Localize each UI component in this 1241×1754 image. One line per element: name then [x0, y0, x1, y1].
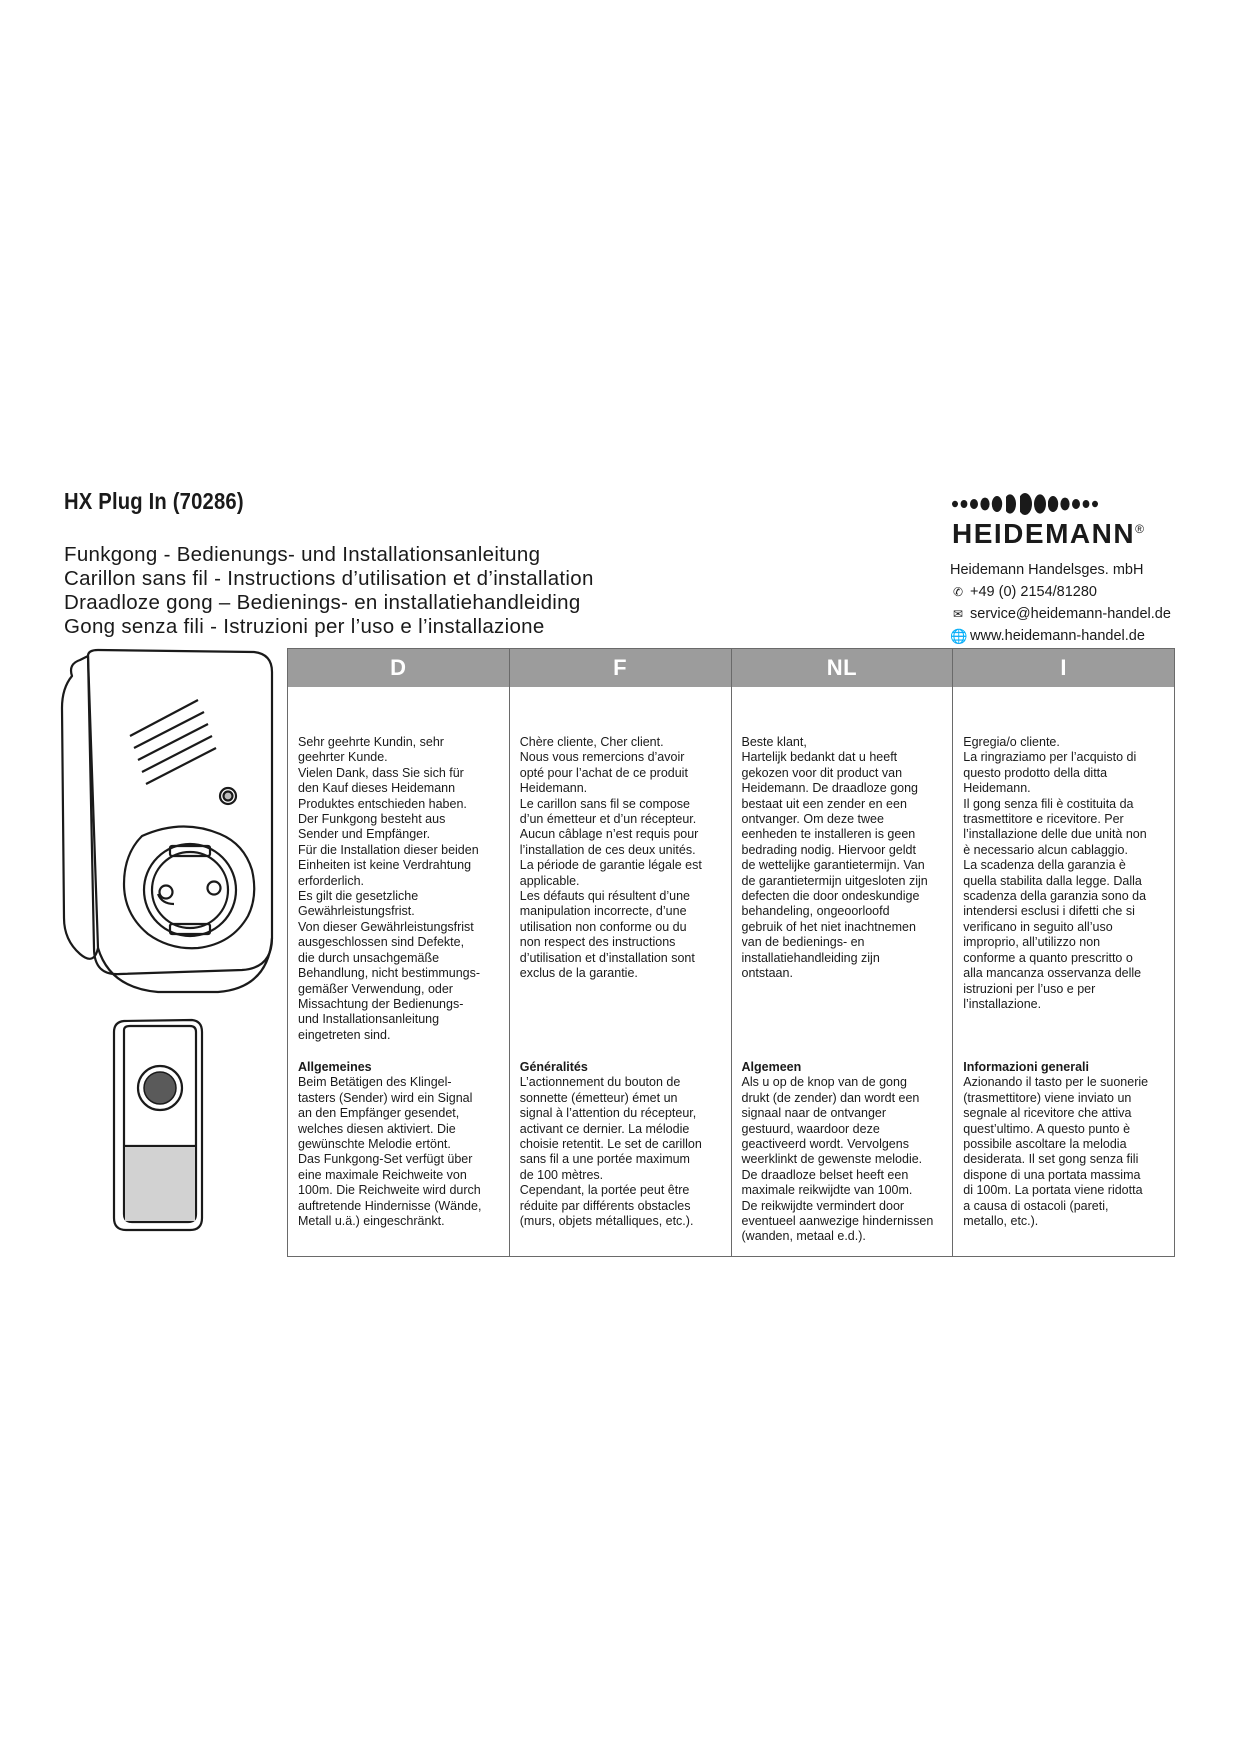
subtitle-it: Gong senza fili - Istruzioni per l’uso e l’installazione — [64, 615, 545, 638]
subtitle-list — [64, 543, 594, 639]
email-line — [950, 603, 1171, 625]
website-url[interactable]: www.heidemann-handel.de — [970, 628, 1145, 644]
company-line — [950, 559, 1171, 581]
section-title: Algemeen — [741, 1060, 802, 1074]
column-header: F — [510, 649, 731, 687]
section-text: L’actionnement du bouton de sonnette (émetteur) émet un signal à l’attention du récepteur, activant ce dernier. La mélodie choisie retentit. Le set de carillon sans fil a une portée maximum de 100 mètres. Cependant, la portée peut être réduite par différents obstacles (murs, objets métalliques, etc.). — [519, 1075, 702, 1229]
section-text: Azionando il tasto per le suonerie (trasmettitore) viene inviato un segnale al ricevitore che attiva quest’ultimo. A questo punto è possibile ascoltare la melodia desiderata. Il set gong senza fili dispone di una portata massima di 100m. La portata viene ridotta a causa di ostacoli (pareti, metallo, etc.). — [963, 1075, 1149, 1229]
company-name: Heidemann Handelsges. mbH — [950, 562, 1144, 578]
email-address[interactable]: service@heidemann-handel.de — [970, 606, 1171, 622]
intro-text: Egregia/o cliente. La ringraziamo per l’acquisto di questo prodotto della ditta Heidemann. Il gong senza fili è costituita da trasmettitore e ricevitore. Per l’installazione delle due unità non è necessario alcun cablaggio. La scadenza della garanzia è quella stabilita dalla legge. Dalla scadenza della garanzia sono da intendersi esclusi i difetti che si verificano in seguito all’uso improprio, all’utilizzo non conforme a quanto prescritto o alla mancanza osservanza delle istruzioni per l’uso e per l’installazione. — [963, 735, 1147, 1011]
phone-number: +49 (0) 2154/81280 — [970, 584, 1097, 600]
contact-info — [950, 559, 1171, 647]
web-line — [950, 625, 1171, 647]
plug-in-receiver-illustration — [58, 648, 288, 998]
column-fr — [510, 649, 732, 1256]
column-it — [953, 649, 1174, 1256]
column-body — [288, 687, 509, 1229]
globe-hand-icon: 🌐 — [950, 628, 968, 644]
subtitle-nl: Draadloze gong – Bedienings- en installatiehandleiding — [64, 591, 581, 614]
section-title: Généralités — [519, 1060, 588, 1074]
section-text: Beim Betätigen des Klingel- tasters (Sender) wird ein Signal an den Empfänger gesendet, welches diesen aktiviert. Die gewünschte Melodie ertönt. Das Funkgong-Set verfügt über eine maximale Reichweite von 100m. Die Reichweite wird durch auftretende Hindernisse (Wände, Metall u.ä.) eingeschränkt. — [298, 1075, 482, 1229]
heidemann-logo-icon — [950, 492, 1110, 516]
section-text: Als u op de knop van de gong drukt (de zender) dan wordt een signaal naar de ontvanger gestuurd, waardoor deze geactiveerd wordt. Vervolgens weerklinkt de gewenste melodie. De draadloze belset heeft een maximale reikwijdte van 100m. De reikwijdte vermindert door eventueel aanwezige hindernissen (wanden, metaal e.d.). — [741, 1075, 934, 1244]
brand-name: HEIDEMANN® — [952, 518, 1144, 549]
column-header: NL — [732, 649, 953, 687]
column-header: D — [288, 649, 509, 687]
column-body — [953, 687, 1174, 1229]
subtitle-de: Funkgong - Bedienungs- und Installationsanleitung — [64, 543, 541, 566]
phone-line — [950, 581, 1171, 603]
section-title: Allgemeines — [298, 1060, 372, 1074]
section-title: Informazioni generali — [963, 1060, 1089, 1074]
doorbell-transmitter-illustration — [108, 1018, 206, 1233]
column-nl — [732, 649, 954, 1256]
document-title: HX Plug In (70286) — [64, 488, 244, 514]
intro-text: Sehr geehrte Kundin, sehr geehrter Kunde. Vielen Dank, dass Sie sich für den Kauf dieses Heidemann Produktes entschieden haben. Der Funkgong besteht aus Sender und Empfänger. Für die Installation dieser beiden Einheiten ist keine Verdrahtung erforderlich. Es gilt die gesetzliche Gewährleistungsfrist. Von dieser Gewährleistungsfrist ausgeschlossen sind Defekte, die durch unsachgemäße Behandlung, nicht bestimmungs- gemäßer Verwendung, oder Missachtung der Bedienungs- und Installationsanleitung eingetreten sind. — [298, 735, 481, 1042]
column-header: I — [953, 649, 1174, 687]
column-body — [732, 687, 953, 1245]
column-de — [288, 649, 510, 1256]
intro-text: Chère cliente, Cher client. Nous vous remercions d’avoir opté pour l’achat de ce produit Heidemann. Le carillon sans fil se compose d’un émetteur et d’un récepteur. Aucun câblage n’est requis pour l’installation de ces deux unités. La période de garantie légale est applicable. Les défauts qui résultent d’une manipulation incorrecte, d’une utilisation non conforme ou du non respect des instructions d’utilisation et d’installation sont exclus de la garantie. — [519, 735, 702, 981]
language-table — [287, 648, 1175, 1257]
intro-text: Beste klant, Hartelijk bedankt dat u heeft gekozen voor dit product van Heidemann. De draadloze gong bestaat uit een zender en een ontvanger. Om deze twee eenheden te installeren is geen bedrading nodig. Hiervoor geldt de wettelijke garantietermijn. Van de garantietermijn uitgesloten zijn defecten die door ondeskundige behandeling, ongeoorloofd gebruik of het niet inachtnemen van de bedienings- en installatiehandleiding zijn ontstaan. — [741, 735, 928, 981]
subtitle-fr: Carillon sans fil - Instructions d’utilisation et d’installation — [64, 567, 594, 590]
envelope-icon: ✉ — [952, 607, 964, 621]
column-body — [510, 687, 731, 1229]
phone-icon: ✆ — [952, 585, 964, 599]
